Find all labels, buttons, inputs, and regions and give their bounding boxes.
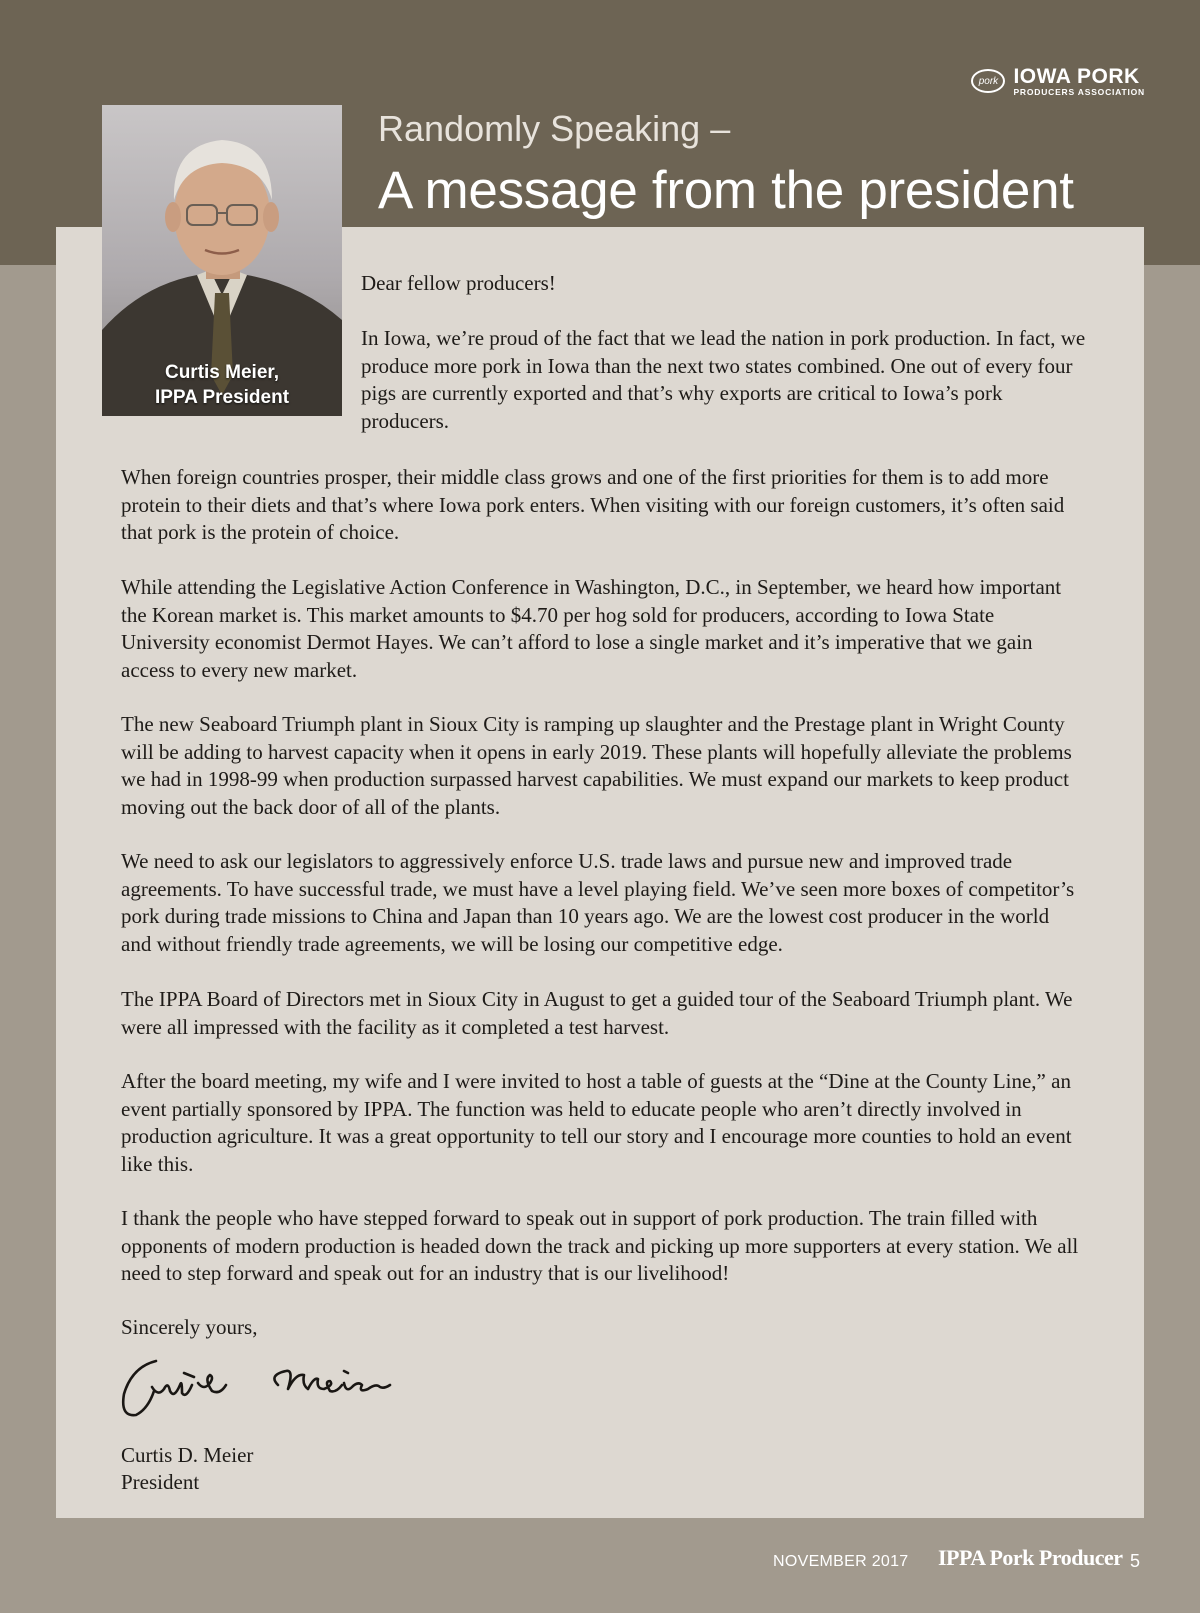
letter-paragraph: The new Seaboard Triumph plant in Sioux City is ramping up slaughter and the Prestage plant in Wright County will be adding to harvest capacity when it opens in early 2019. These plants will hopefully alleviate the problems we had in 1998-99 when production surpassed harvest capabilities. We must expand our markets to keep product moving out the back door of all of the plants.	[121, 712, 1072, 819]
letter-paragraph: The IPPA Board of Directors met in Sioux City in August to get a guided tour of the Seaboard Triumph plant. We were all impressed with the facility as it completed a test harvest.	[121, 987, 1073, 1039]
logo-subtitle: PRODUCERS ASSOCIATION	[1013, 87, 1145, 97]
letter-paragraph: We need to ask our legislators to aggressively enforce U.S. trade laws and pursue new and improved trade agreements. To have successful trade, we must have a level playing field. We’ve seen more boxes of competitor’s pork during trade missions to China and Japan than 10 years ago. We are the lowest cost producer in the world and without friendly trade agreements, we will be losing our competitive edge.	[121, 849, 1075, 956]
page-title: A message from the president	[378, 161, 1074, 220]
magazine-name: IPPA Pork Producer	[938, 1545, 1123, 1570]
signer-name: Curtis D. Meier	[121, 1443, 254, 1467]
photo-caption-title: IPPA President	[154, 387, 290, 408]
photo-caption-name: Curtis Meier,	[164, 362, 280, 383]
letter-paragraph: In Iowa, we’re proud of the fact that we lead the nation in pork production. In fact, we produce more pork in Iowa than the next two states combined. One out of every four pigs are currently exported and that’s why exports are critical to Iowa’s pork producers.	[361, 326, 1086, 433]
letter-greeting: Dear fellow producers!	[361, 271, 556, 295]
letter-paragraph: After the board meeting, my wife and I were invited to host a table of guests at the “Dine at the County Line,” an event partially sponsored by IPPA. The function was held to educate people who aren’t directly involved in production agriculture. It was a great opportunity to tell our story and I encourage more counties to hold an event like this.	[121, 1069, 1072, 1176]
signature-image	[118, 1349, 408, 1429]
pork-logo-icon	[971, 69, 1005, 93]
letter-paragraph: While attending the Legislative Action Conference in Washington, D.C., in September, we heard how important the Korean market is. This market amounts to $4.70 per hog sold for producers, according to Iowa State University economist Dermot Hayes. We can’t afford to lose a single market and it’s imperative that we gain access to every new market.	[121, 575, 1062, 682]
header-kicker: Randomly Speaking –	[378, 108, 731, 149]
page-number: 5	[1130, 1551, 1141, 1571]
letter-paragraph: I thank the people who have stepped forward to speak out in support of pork production. The train filled with opponents of modern production is headed down the track and picking up more supporters at every station. We all need to step forward and speak out for an industry that is our livelihood!	[121, 1206, 1079, 1285]
signer-title: President	[121, 1470, 200, 1494]
photo-caption	[102, 360, 342, 410]
iowa-pork-logo	[971, 66, 1145, 97]
logo-mark-text: pork	[978, 75, 999, 87]
letter-closing: Sincerely yours,	[121, 1315, 258, 1339]
president-photo	[102, 105, 342, 416]
logo-name: IOWA PORK	[1013, 65, 1140, 88]
letter-paragraph: When foreign countries prosper, their middle class grows and one of the first priorities for them is to add more protein to their diets and that’s where Iowa pork enters. When visiting with our foreign customers, it’s often said that pork is the protein of choice.	[121, 465, 1065, 544]
issue-date: NOVEMBER 2017	[773, 1553, 909, 1570]
